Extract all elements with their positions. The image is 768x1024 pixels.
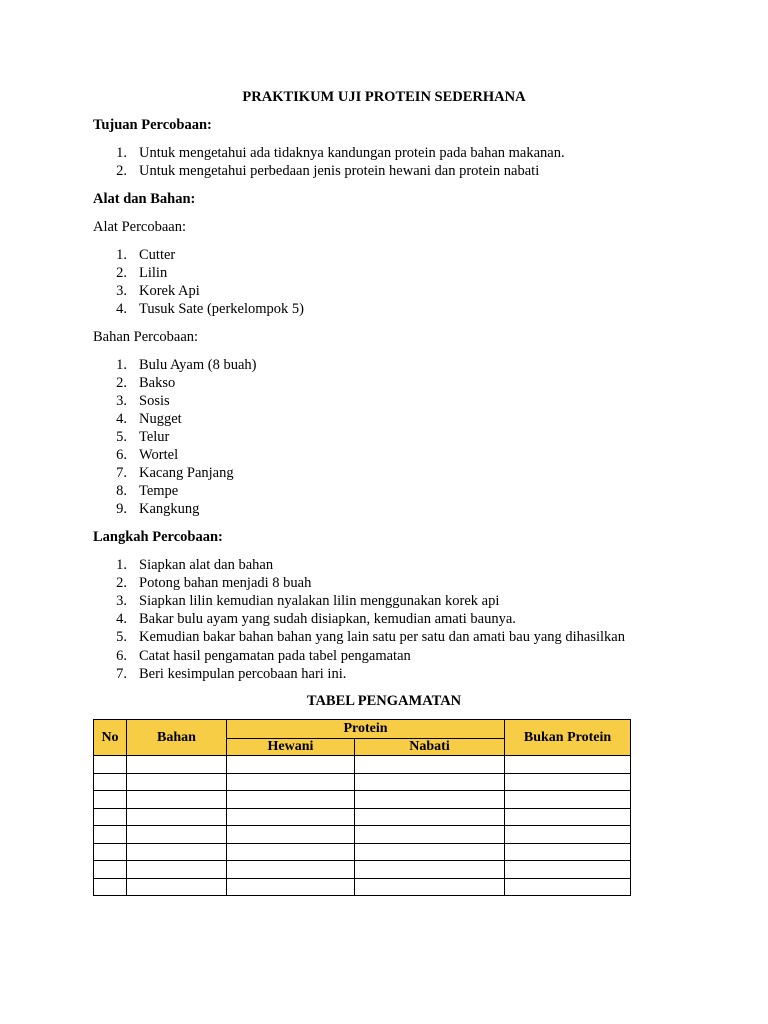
list-number: 1. bbox=[116, 357, 127, 373]
page-title: PRAKTIKUM UJI PROTEIN SEDERHANA bbox=[242, 89, 526, 105]
table-cell bbox=[505, 808, 631, 826]
table-cell bbox=[355, 808, 505, 826]
table-cell bbox=[227, 756, 355, 774]
list-item: Siapkan lilin kemudian nyalakan lilin menggunakan korek api bbox=[139, 593, 500, 609]
header-protein: Protein bbox=[227, 720, 505, 739]
table-cell bbox=[127, 756, 227, 774]
list-item: Cutter bbox=[139, 247, 176, 263]
list-number: 7. bbox=[116, 666, 127, 682]
list-item: Kacang Panjang bbox=[139, 465, 234, 481]
table-cell bbox=[94, 808, 127, 826]
list-number: 5. bbox=[116, 429, 127, 445]
header-bahan: Bahan bbox=[127, 720, 227, 756]
list-number: 1. bbox=[116, 557, 127, 573]
table-row bbox=[94, 843, 631, 861]
list-number: 4. bbox=[116, 411, 127, 427]
alat-heading: Alat Percobaan: bbox=[93, 219, 187, 235]
table-row bbox=[94, 878, 631, 896]
table-row bbox=[94, 861, 631, 879]
list-item: Nugget bbox=[139, 411, 182, 427]
list-item: Tempe bbox=[139, 483, 179, 499]
tujuan-heading: Tujuan Percobaan: bbox=[93, 117, 212, 133]
list-number: 8. bbox=[116, 483, 127, 499]
list-item: Korek Api bbox=[139, 283, 200, 299]
list-number: 2. bbox=[116, 575, 127, 591]
list-number: 5. bbox=[116, 629, 127, 645]
table-cell bbox=[127, 773, 227, 791]
list-number: 4. bbox=[116, 611, 127, 627]
header-hewani: Hewani bbox=[227, 739, 355, 756]
table-row bbox=[94, 756, 631, 774]
header-bukan-protein: Bukan Protein bbox=[505, 720, 631, 756]
list-number: 6. bbox=[116, 648, 127, 664]
table-cell bbox=[355, 773, 505, 791]
table-title: TABEL PENGAMATAN bbox=[306, 693, 462, 709]
list-item: Telur bbox=[139, 429, 170, 445]
table-cell bbox=[94, 878, 127, 896]
list-number: 3. bbox=[116, 393, 127, 409]
list-item: Beri kesimpulan percobaan hari ini. bbox=[139, 666, 347, 682]
table-cell bbox=[227, 826, 355, 844]
table-cell bbox=[227, 808, 355, 826]
table-cell bbox=[355, 756, 505, 774]
table-cell bbox=[355, 791, 505, 809]
list-item: Bakar bulu ayam yang sudah disiapkan, kemudian amati baunya. bbox=[139, 611, 516, 627]
table-cell bbox=[127, 861, 227, 879]
table-cell bbox=[94, 843, 127, 861]
list-number: 2. bbox=[116, 265, 127, 281]
table-cell bbox=[505, 843, 631, 861]
list-number: 3. bbox=[116, 283, 127, 299]
table-cell bbox=[227, 791, 355, 809]
list-item: Kemudian bakar bahan bahan yang lain satu per satu dan amati bau yang dihasilkan bbox=[139, 629, 625, 645]
list-number: 7. bbox=[116, 465, 127, 481]
list-number: 4. bbox=[116, 301, 127, 317]
table-cell bbox=[94, 826, 127, 844]
list-number: 1. bbox=[116, 247, 127, 263]
table-cell bbox=[355, 878, 505, 896]
table-row bbox=[94, 808, 631, 826]
table-cell bbox=[355, 861, 505, 879]
list-item: Bakso bbox=[139, 375, 176, 391]
list-number: 2. bbox=[116, 375, 127, 391]
table-cell bbox=[355, 826, 505, 844]
table-cell bbox=[227, 773, 355, 791]
table-cell bbox=[127, 878, 227, 896]
list-number: 1. bbox=[116, 145, 127, 161]
table-cell bbox=[505, 861, 631, 879]
alat-bahan-heading: Alat dan Bahan: bbox=[93, 191, 196, 207]
list-number: 2. bbox=[116, 163, 127, 179]
table-cell bbox=[505, 878, 631, 896]
list-number: 3. bbox=[116, 593, 127, 609]
table-row bbox=[94, 773, 631, 791]
table-cell bbox=[127, 791, 227, 809]
list-item: Untuk mengetahui perbedaan jenis protein hewani dan protein nabati bbox=[139, 163, 540, 179]
list-item: Untuk mengetahui ada tidaknya kandungan protein pada bahan makanan. bbox=[139, 145, 565, 161]
table-body bbox=[94, 756, 631, 896]
table-cell bbox=[227, 878, 355, 896]
table-cell bbox=[127, 826, 227, 844]
list-item: Kangkung bbox=[139, 501, 200, 517]
table-cell bbox=[94, 791, 127, 809]
list-item: Sosis bbox=[139, 393, 170, 409]
list-item: Bulu Ayam (8 buah) bbox=[139, 357, 257, 373]
list-item: Wortel bbox=[139, 447, 179, 463]
table-cell bbox=[127, 843, 227, 861]
table-cell bbox=[505, 773, 631, 791]
langkah-heading: Langkah Percobaan: bbox=[93, 529, 223, 545]
table-cell bbox=[505, 791, 631, 809]
header-nabati: Nabati bbox=[355, 739, 505, 756]
list-item: Siapkan alat dan bahan bbox=[139, 557, 274, 573]
list-item: Catat hasil pengamatan pada tabel pengamatan bbox=[139, 648, 411, 664]
table-cell bbox=[227, 861, 355, 879]
observation-table bbox=[93, 719, 631, 896]
table-row bbox=[94, 826, 631, 844]
list-item: Lilin bbox=[139, 265, 168, 281]
header-no: No bbox=[94, 720, 127, 756]
table-cell bbox=[94, 773, 127, 791]
list-number: 9. bbox=[116, 501, 127, 517]
table-cell bbox=[505, 756, 631, 774]
bahan-heading: Bahan Percobaan: bbox=[93, 329, 199, 345]
list-number: 6. bbox=[116, 447, 127, 463]
table-cell bbox=[227, 843, 355, 861]
list-item: Tusuk Sate (perkelompok 5) bbox=[139, 301, 304, 317]
table-cell bbox=[127, 808, 227, 826]
table-cell bbox=[505, 826, 631, 844]
table-cell bbox=[94, 756, 127, 774]
table-cell bbox=[94, 861, 127, 879]
list-item: Potong bahan menjadi 8 buah bbox=[139, 575, 312, 591]
table-cell bbox=[355, 843, 505, 861]
table-row bbox=[94, 791, 631, 809]
